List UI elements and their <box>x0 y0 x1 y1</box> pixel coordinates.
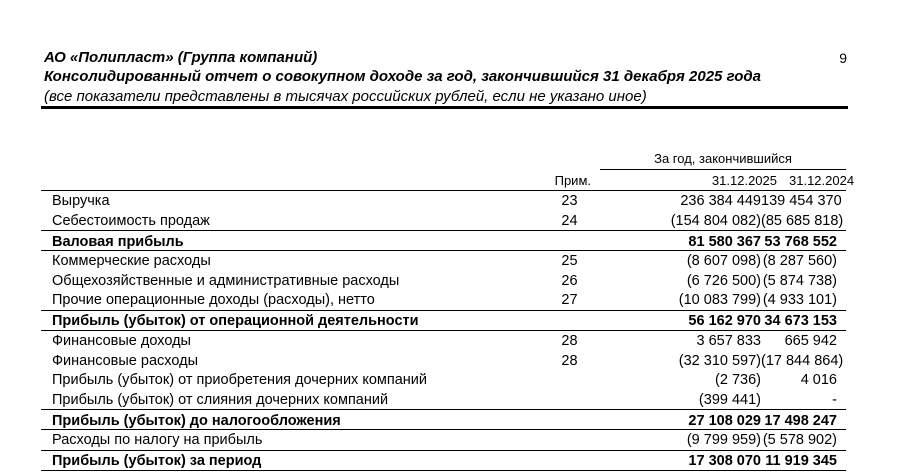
note-column-header: Прим. <box>554 173 591 188</box>
row-value-2024: 665 942 <box>784 332 837 349</box>
year-2024-column-header: 31.12.2024 <box>789 173 855 188</box>
row-value-2025: 3 657 833 <box>696 332 761 349</box>
table-total-row <box>41 450 846 471</box>
table-row <box>41 251 846 271</box>
period-rule <box>600 169 846 170</box>
table-total-row <box>41 230 846 251</box>
row-label: Валовая прибыль <box>52 233 184 250</box>
row-value-2024: 34 673 153 <box>764 313 837 330</box>
header-rule <box>41 106 848 109</box>
row-label: Прибыль (убыток) от слияния дочерних компаний <box>52 391 389 408</box>
row-value-2024: (8 287 560) <box>762 253 837 270</box>
row-value-2024: 139 454 370 <box>761 193 842 209</box>
table-total-row <box>41 409 846 430</box>
row-label: Прибыль (убыток) до налогообложения <box>52 412 341 429</box>
table-row <box>41 271 846 291</box>
row-value-2025: (154 804 082) <box>670 212 761 229</box>
row-value-2025: 236 384 449 <box>680 193 761 209</box>
row-label: Прибыль (убыток) от приобретения дочерних компаний <box>52 372 427 389</box>
row-label: Прибыль (убыток) за период <box>52 453 262 470</box>
table-row <box>41 351 846 371</box>
report-title: Консолидированный отчет о совокупном доходе за год, закончившийся 31 декабря 2025 года <box>44 68 761 85</box>
row-value-2025: 17 308 070 <box>688 453 761 470</box>
row-value-2025: (8 607 098) <box>686 253 761 270</box>
row-value-2024: (17 844 864) <box>761 352 844 369</box>
row-label: Прочие операционные доходы (расходы), нетто <box>52 292 375 309</box>
row-value-2025: (399 441) <box>698 391 761 408</box>
row-value-2025: 81 580 367 <box>688 233 761 250</box>
row-value-2024: 11 919 345 <box>765 453 837 470</box>
table-total-row <box>41 310 846 331</box>
row-value-2025: (32 310 597) <box>678 352 761 369</box>
row-label: Финансовые доходы <box>52 332 191 349</box>
units-note: (все показатели представлены в тысячах российских рублей, если не указано иное) <box>44 88 647 105</box>
company-name: АО «Полипласт» (Группа компаний) <box>44 49 318 66</box>
row-value-2025: (2 736) <box>715 372 761 389</box>
row-note: 27 <box>561 292 578 309</box>
row-value-2025: 56 162 970 <box>688 313 761 330</box>
row-label: Расходы по налогу на прибыль <box>52 432 263 449</box>
row-value-2024: (85 685 818) <box>761 212 844 229</box>
row-value-2025: (6 726 500) <box>686 272 761 289</box>
table-row <box>41 331 846 351</box>
table-row <box>41 211 846 231</box>
row-value-2025: 27 108 029 <box>688 412 761 429</box>
row-value-2024: - <box>832 391 837 408</box>
row-label: Выручка <box>52 193 110 209</box>
row-value-2024: (5 578 902) <box>762 432 837 449</box>
row-value-2024: 4 016 <box>800 372 837 389</box>
row-label: Общехозяйственные и административные расходы <box>52 272 400 289</box>
column-header-row <box>44 173 855 190</box>
table-row <box>41 390 846 410</box>
row-label: Прибыль (убыток) от операционной деятельности <box>52 313 419 330</box>
row-label: Себестоимость продаж <box>52 212 210 229</box>
year-2025-column-header: 31.12.2025 <box>711 173 777 188</box>
table-row <box>41 290 846 310</box>
row-note: 25 <box>561 253 578 270</box>
row-value-2024: (4 933 101) <box>762 292 837 309</box>
row-note: 26 <box>561 272 578 289</box>
row-value-2025: (10 083 799) <box>678 292 761 309</box>
row-note: 23 <box>561 193 578 209</box>
table-row <box>41 370 846 390</box>
row-note: 28 <box>561 352 578 369</box>
row-value-2025: (9 799 959) <box>686 432 761 449</box>
row-note: 24 <box>561 212 578 229</box>
row-value-2024: 17 498 247 <box>764 412 837 429</box>
row-value-2024: 53 768 552 <box>764 233 837 250</box>
row-value-2024: (5 874 738) <box>762 272 837 289</box>
table-row <box>41 430 846 450</box>
period-caption: За год, закончившийся <box>654 151 792 166</box>
row-label: Коммерческие расходы <box>52 253 211 270</box>
row-note: 28 <box>561 332 578 349</box>
table-row <box>41 191 846 211</box>
row-label: Финансовые расходы <box>52 352 198 369</box>
income-statement-table <box>41 191 846 471</box>
page-number: 9 <box>839 50 847 66</box>
